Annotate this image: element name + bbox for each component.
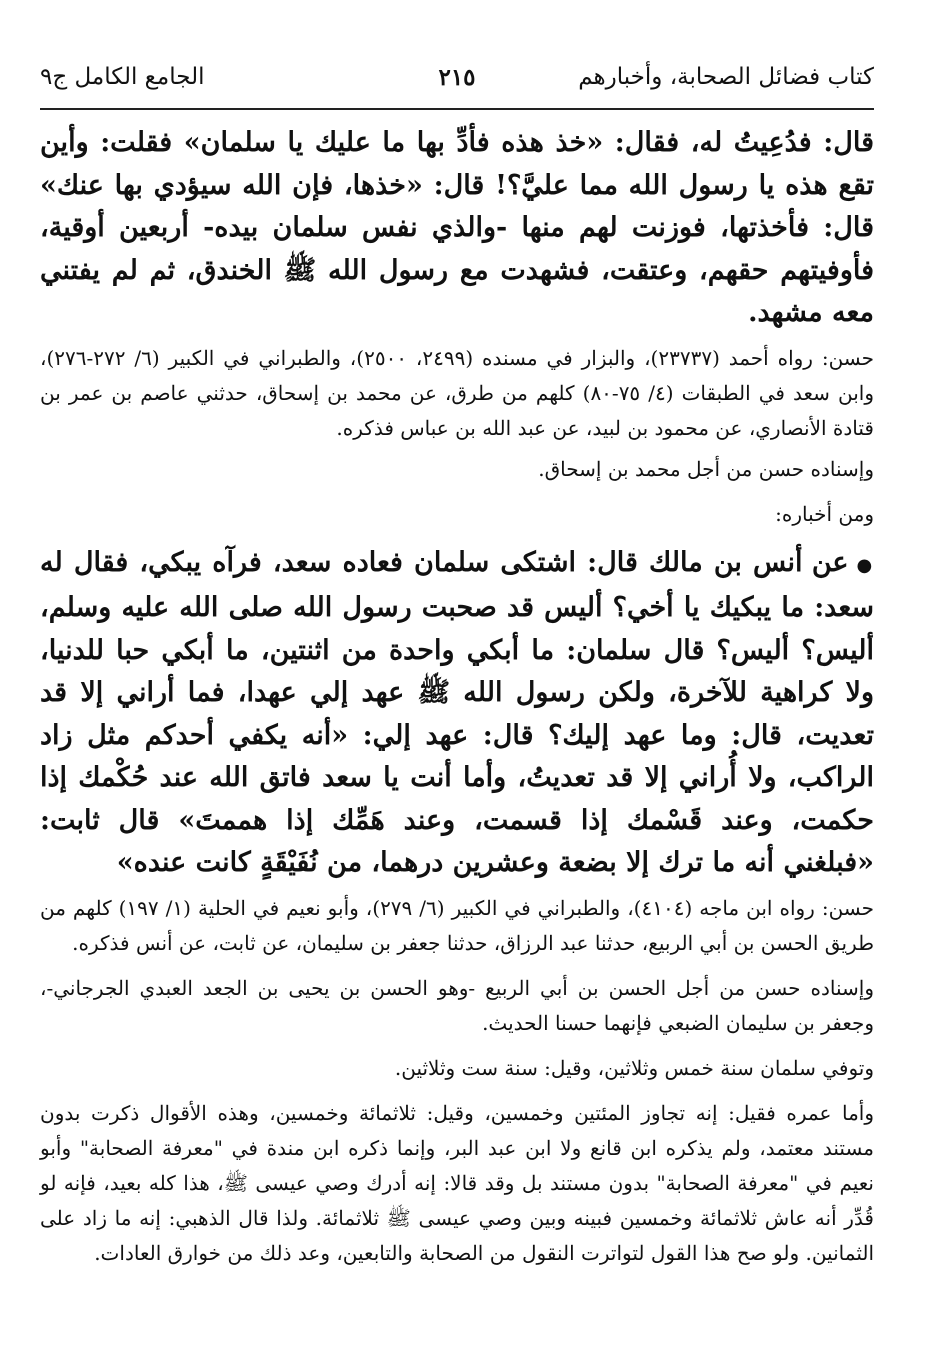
volume-label: الجامع الكامل ج٩ bbox=[40, 64, 205, 90]
section-heading: ومن أخباره: bbox=[775, 501, 874, 526]
isnad-note: وإسناده حسن من أجل الحسن بن أبي الربيع -وهو الحسن بن يحيى بن الجعد العبدي الجرجاني-، وجعفر بن سليمان الضبعي فإنهما حسنا الحديث. bbox=[40, 975, 874, 1035]
isnad-note: وإسناده حسن من أجل محمد بن إسحاق. bbox=[538, 456, 874, 481]
hadith-text: ● عن أنس بن مالك قال: اشتكى سلمان فعاده سعد، فرآه يبكي، فقال له سعد: ما يبكيك يا أخي؟ أليس قد صحبت رسول الله صلى الله عليه وسلم، أليس؟ أليس؟ قال سلمان: ما أبكي واحدة من اثنتين، ما أبكي حبا للدنيا، ولا كراهية للآخرة، ولكن رسول الله ﷺ عهد إلي عهدا، فما أراني إلا قد تعديت، قال: وما عهد إليك؟ قال: عهد إلي: «أنه يكفي أحدكم مثل زاد الراكب، ولا أُراني إلا قد تعديتُ، وأما أنت يا سعد فاتق الله عند حُكْمك إذا حكمت، وعند قَسْمك إذا قسمت، وعند هَمِّك إذا هممتَ» قال ثابت: «فبلغني أنه ما ترك إلا بضعة وعشرين درهما، من نُفَيْقَةٍ كانت عنده» bbox=[40, 542, 874, 885]
book-title: كتاب فضائل الصحابة، وأخبارهم bbox=[578, 64, 874, 90]
takhrij-note: حسن: رواه ابن ماجه (٤١٠٤)، والطبراني في الكبير (٦/ ٢٧٩)، وأبو نعيم في الحلية (١/ ١٩٧) كلهم من طريق الحسن بن أبي الربيع، حدثنا عبد الرزاق، حدثنا جعفر بن سليمان، عن ثابت، عن أنس فذكره. bbox=[40, 895, 874, 955]
age-discussion: وأما عمره فقيل: إنه تجاوز المئتين وخمسين، وقيل: ثلاثمائة وخمسين، وهذه الأقوال ذكرت بدون مستند معتمد، ولم يذكره ابن قانع ولا ابن عبد البر، وإنما ذكره ابن مندة في "معرفة الصحابة" وأبو نعيم في "معرفة الصحابة" بدون مستند بل وقد قالا: إنه أدرك وصي عيسى ﷺ، هذا كله بعيد، فإنه لو قُدِّر أنه عاش ثلاثمائة وخمسين فبينه وبين وصي عيسى ﷺ ثلاثمائة. ولذا قال الذهبي: إنه ما زاد على الثمانين. ولو صح هذا القول لتواترت النقول من الصحابة والتابعين، وعد ذلك من خوارق العادات. bbox=[40, 1100, 874, 1265]
page-header bbox=[40, 64, 874, 104]
takhrij-note: حسن: رواه أحمد (٢٣٧٣٧)، والبزار في مسنده (٢٤٩٩، ٢٥٠٠)، والطبراني في الكبير (٦/ ٢٧٢-٢٧٦)، وابن سعد في الطبقات (٤/ ٧٥-٨٠) كلهم من طرق، عن محمد بن إسحاق، حدثني عاصم بن عمر بن قتادة الأنصاري، عن محمود بن لبيد، عن عبد الله بن عباس فذكره. bbox=[40, 345, 875, 440]
page-number: ٢١٥ bbox=[438, 64, 476, 91]
page-body bbox=[40, 122, 874, 1271]
hadith-continuation: قال: فدُعِيتُ له، فقال: «خذ هذه فأدِّ بها ما عليك يا سلمان» فقلت: وأين تقع هذه يا رسول الله مما عليَّ؟! قال: «خذها، فإن الله سيؤدي بها عنك» قال: فأخذتها، فوزنت لهم منها -والذي نفس سلمان بيده- أربعين أوقية، فأوفيتهم حقهم، وعتقت، فشهدت مع رسول الله ﷺ الخندق، ثم لم يفتني معه مشهد. bbox=[40, 127, 874, 328]
header-rule bbox=[40, 108, 874, 110]
death-note: وتوفي سلمان سنة خمس وثلاثين، وقيل: سنة ست وثلاثين. bbox=[394, 1055, 874, 1080]
